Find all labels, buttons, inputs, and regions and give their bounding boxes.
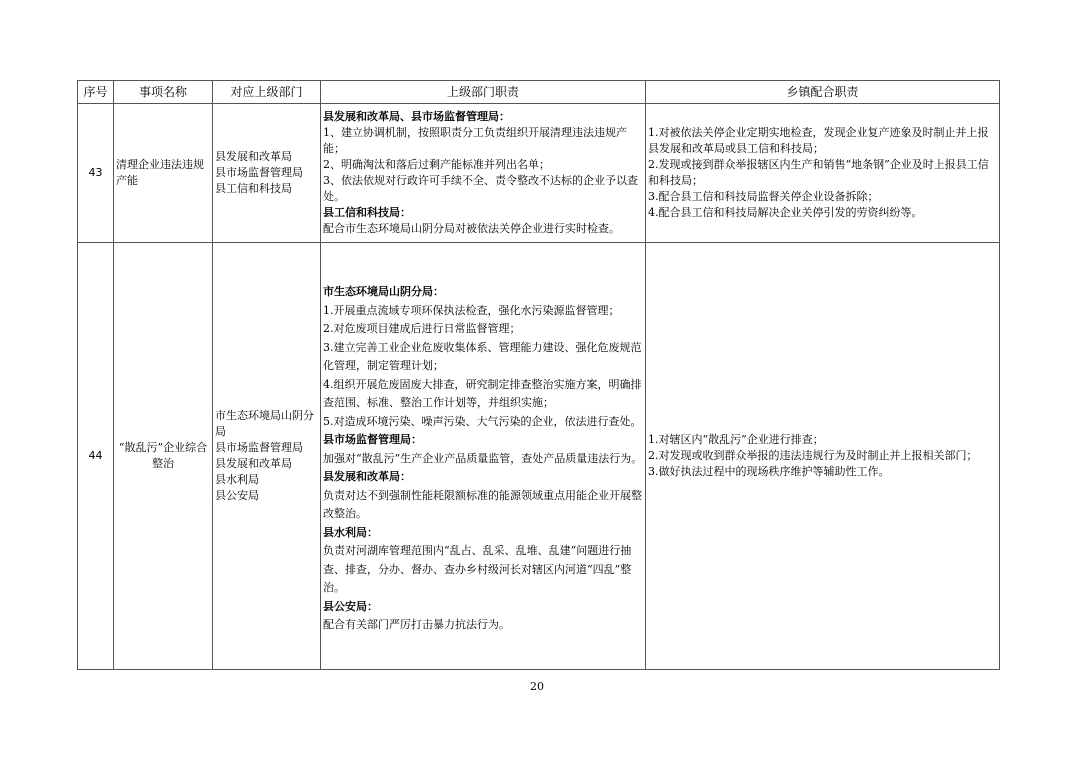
town-duty-cell [646,104,1000,243]
duty-line: 配合有关部门严厉打击暴力抗法行为。 [323,618,510,632]
duty-line: 1.开展重点流域专项环保执法检查，强化水污染源监督管理； [323,303,620,317]
town-duty-cell [646,243,1000,670]
table-row-44 [78,243,1000,670]
duty-line: 1、建立协调机制，按照职责分工负责组织开展清理违法违规产能； [323,126,627,155]
department: 县工信和科技局 [215,182,292,195]
department: 县市场监督管理局 [215,441,303,454]
header-index: 序号 [78,81,114,104]
duty-heading: 县市场监督管理局： [323,433,422,447]
page-number: 20 [530,680,544,693]
header-town-duty: 乡镇配合职责 [646,81,1000,104]
department: 县发展和改革局 [215,150,292,163]
header-item-name: 事项名称 [114,81,213,104]
duty-line: 2、明确淘汰和落后过剩产能标准并列出名单； [323,158,550,171]
duty-heading: 县发展和改革局、县市场监督管理局： [323,110,510,123]
duty-heading: 市生态环境局山阴分局： [323,285,444,299]
department: 县市场监督管理局 [215,166,303,179]
duty-line: 加强对“散乱污”生产企业产品质量监管，查处产品质量违法行为。 [323,451,643,465]
department: 县水利局 [215,473,259,486]
duty-line: 3、依法依规对行政许可手续不全、责令整改不达标的企业予以查处。 [323,174,638,203]
town-duty-line: 2.发现或接到群众举报辖区内生产和销售“地条钢”企业及时上报县工信和科技局； [648,158,989,187]
header-upper-duty: 上级部门职责 [321,81,646,104]
duty-heading: 县水利局： [323,525,378,539]
item-name: 清理企业违法违规产能 [114,104,213,243]
upper-duty-cell [321,104,646,243]
row-index: 43 [78,104,114,243]
town-duty-line: 2.对发现或收到群众举报的违法违规行为及时制止并上报相关部门； [648,449,978,462]
town-duty-line: 3.配合县工信和科技局监督关停企业设备拆除； [648,190,879,203]
duty-line: 3.建立完善工业企业危废收集体系、管理能力建设、强化危废规范化管理，制定管理计划； [323,340,642,373]
duty-heading: 县公安局： [323,599,378,613]
department: 县发展和改革局 [215,457,292,470]
town-duty-line: 4.配合县工信和科技局解决企业关停引发的劳资纠纷等。 [648,206,923,219]
upper-duty-cell [321,243,646,670]
duty-heading: 县工信和科技局： [323,206,411,219]
duty-line: 4.组织开展危废固废大排查，研究制定排查整治实施方案，明确排查范围、标准、整治工作计划等，并组织实施； [323,377,642,410]
table-header-row [78,81,1000,104]
department: 县公安局 [215,489,259,502]
duty-heading: 县发展和改革局： [323,470,411,484]
duty-line: 配合市生态环境局山阴分局对被依法关停企业进行实时检查。 [323,222,620,235]
duty-line: 负责对河湖库管理范围内“乱占、乱采、乱堆、乱建”问题进行抽查、排查，分办、督办、查办乡村级河长对辖区内河道“四乱”整治。 [323,544,632,595]
town-duty-line: 1.对被依法关停企业定期实地检查，发现企业复产迹象及时制止并上报县发展和改革局或县工信和科技局； [648,126,989,155]
duty-line: 5.对造成环境污染、噪声污染、大气污染的企业，依法进行查处。 [323,414,642,428]
town-duty-line: 3.做好执法过程中的现场秩序维护等辅助性工作。 [648,465,890,478]
duty-line: 负责对达不到强制性能耗限额标准的能源领域重点用能企业开展整改整治。 [323,488,642,521]
duty-line: 2.对危废项目建成后进行日常监督管理； [323,322,521,336]
department: 市生态环境局山阴分局 [215,409,314,438]
table-row-43 [78,104,1000,243]
town-duty-line: 1.对辖区内“散乱污”企业进行排查； [648,433,824,446]
department-list [213,243,321,670]
header-department: 对应上级部门 [213,81,321,104]
item-name: “散乱污”企业综合整治 [114,243,213,670]
row-index: 44 [78,243,114,670]
department-list [213,104,321,243]
duty-table [77,80,1000,670]
